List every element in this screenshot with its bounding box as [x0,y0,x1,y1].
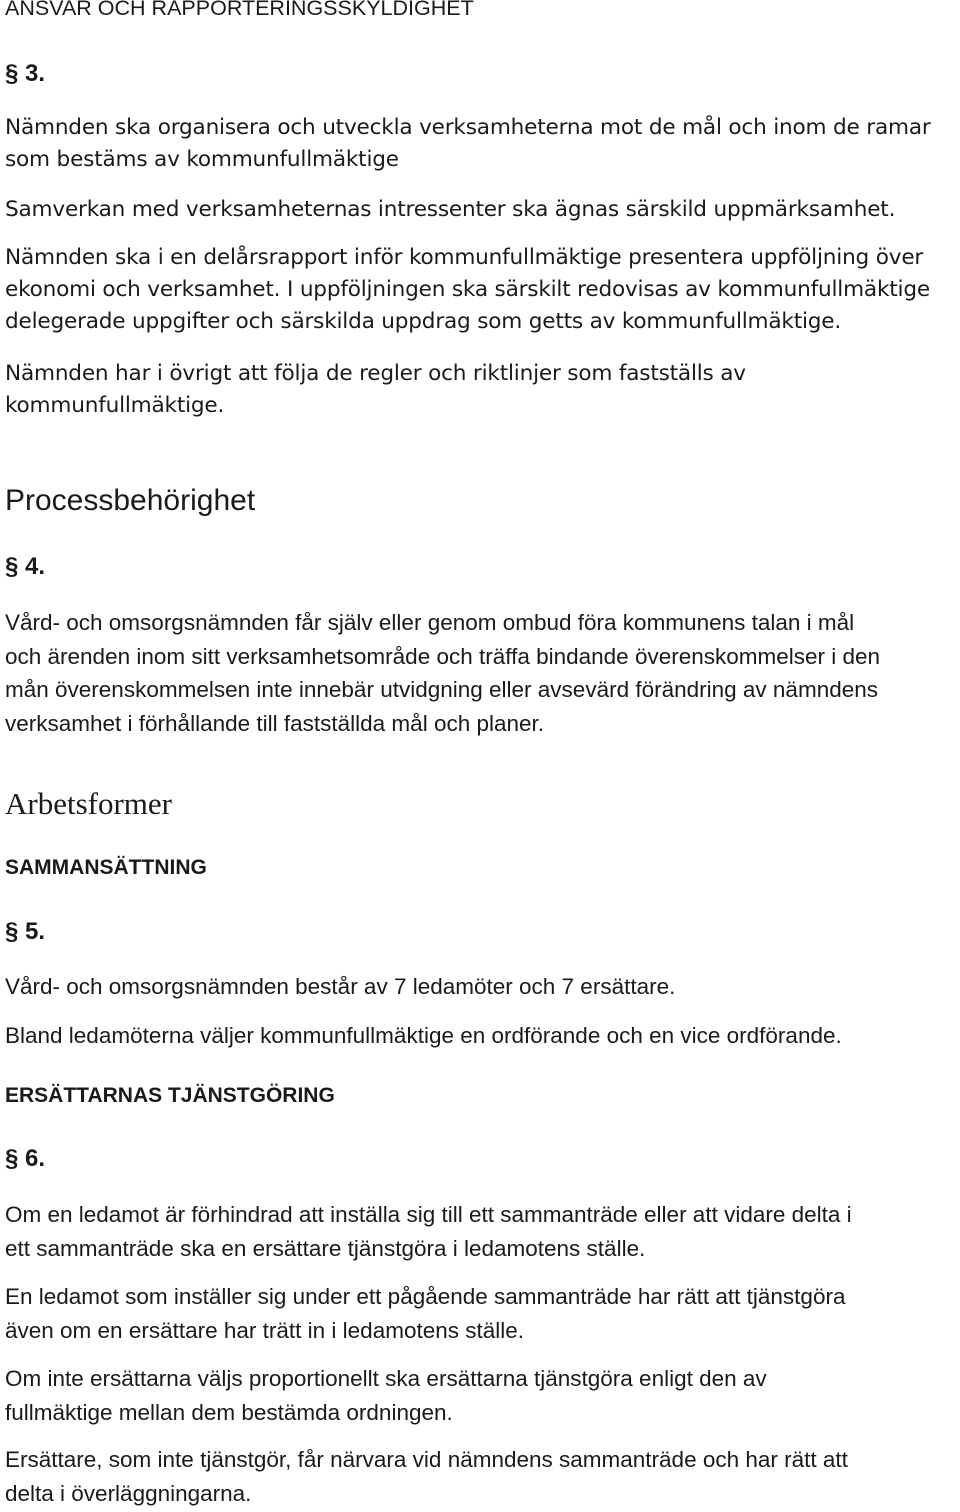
paragraph-forhindrad [5,1198,950,1265]
paragraph-line: En ledamot som inställer sig under ett pågående sammanträde har rätt att tjänstgöra [5,1284,846,1309]
section-heading-ansvar: ANSVAR OCH RAPPORTERINGSSKYLDIGHET [5,0,474,20]
paragraph-line: Ersättare, som inte tjänstgör, får närvara vid nämndens sammanträde och har rätt att [5,1447,848,1472]
paragraph-number-4: § 4. [5,553,46,580]
paragraph-line: Om inte ersättarna väljs proportionellt ska ersättarna tjänstgöra enligt den av [5,1366,767,1391]
paragraph-line: och ärenden inom sitt verksamhetsområde och träffa bindande överenskommelser i den [5,643,881,669]
paragraph-ordforande: Bland ledamöterna väljer kommunfullmäktige en ordförande och en vice ordförande. [5,1023,842,1048]
paragraph-line: kommunfullmäktige. [5,393,225,418]
paragraph-number-5: § 5. [5,918,46,945]
paragraph-line: ekonomi och verksamhet. I uppföljningen ska särskilt redovisas av kommunfullmäktige [5,277,930,302]
paragraph-number-3: § 3. [5,60,46,87]
paragraph-organisera [5,112,950,176]
paragraph-line: Nämnden har i övrigt att följa de regler och riktlinjer som fastställs av [5,361,746,386]
paragraph-line: fullmäktige mellan dem bestämda ordningen. [5,1399,453,1425]
paragraph-proportionellt [5,1362,950,1429]
paragraph-talan [5,606,950,740]
paragraph-line: delta i överläggningarna. [5,1480,252,1506]
paragraph-samverkan: Samverkan med verksamheternas intressenter ska ägnas särskild uppmärksamhet. [5,197,896,222]
paragraph-ledamoter: Vård- och omsorgsnämnden består av 7 ledamöter och 7 ersättare. [5,974,676,999]
paragraph-line: verksamhet i förhållande till fastställda mål och planer. [5,710,545,736]
paragraph-line: ett sammanträde ska en ersättare tjänstgöra i ledamotens ställe. [5,1235,646,1261]
paragraph-line: även om en ersättare har trätt in i ledamotens ställe. [5,1317,525,1343]
section-heading-sammansattning: SAMMANSÄTTNING [5,856,207,879]
paragraph-line: delegerade uppgifter och särskilda uppdrag som getts av kommunfullmäktige. [5,309,842,334]
paragraph-delarsrapport [5,242,950,338]
paragraph-line: Nämnden ska i en delårsrapport inför kommunfullmäktige presentera uppföljning över [5,245,924,270]
paragraph-line: Vård- och omsorgsnämnden får själv eller genom ombud föra kommunens talan i mål [5,610,855,635]
section-heading-ersattarnas-tjanstgoring: ERSÄTTARNAS TJÄNSTGÖRING [5,1084,335,1107]
paragraph-number-6: § 6. [5,1145,46,1172]
paragraph-installer [5,1280,950,1347]
paragraph-line: Nämnden ska organisera och utveckla verksamheterna mot de mål och inom de ramar [5,115,931,140]
paragraph-line: som bestäms av kommunfullmäktige [5,147,399,172]
paragraph-line: Om en ledamot är förhindrad att inställa sig till ett sammanträde eller att vidare delta i [5,1202,852,1227]
paragraph-ovrigt [5,358,950,422]
paragraph-narvara [5,1443,950,1510]
paragraph-line: mån överenskommelsen inte innebär utvidgning eller avsevärd förändring av nämndens [5,677,878,702]
section-heading-processbehorighet: Processbehörighet [5,484,256,517]
section-heading-arbetsformer: Arbetsformer [5,786,172,821]
